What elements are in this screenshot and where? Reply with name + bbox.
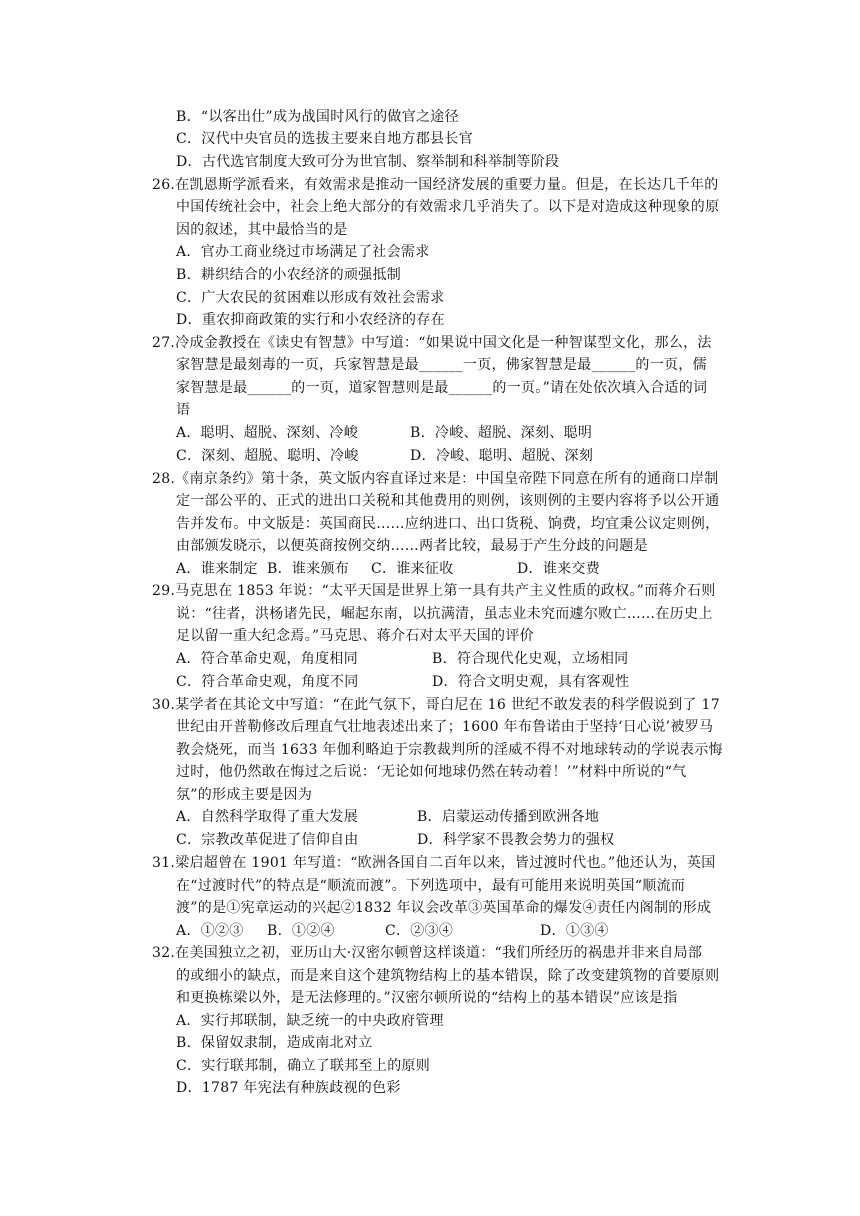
option-d: D．谁来交费: [517, 561, 601, 577]
question-stem-line: 的或细小的缺点，而是来自这个建筑物结构上的基本错误，除了改变建筑物的首要原则: [176, 968, 720, 984]
question-stem-line: 26.在凯恩斯学派看来，有效需求是推动一国经济发展的重要力量。但是，在长达几千年的: [152, 177, 719, 193]
question-stem-line: 在“过渡时代”的特点是“顺流而渡”。下列选项中，最有可能用来说明英国“顺流而: [176, 878, 686, 894]
option-b: B．耕织结合的小农经济的顽强抵制: [176, 267, 402, 283]
question-stem-line: 27.冷成金教授在《读史有智慧》中写道：“如果说中国文化是一种智谋型文化，那么，法: [152, 335, 712, 351]
option-d: D．冷峻、聪明、超脱、深刻: [410, 448, 594, 464]
question-stem-line: 31.梁启超曾在 1901 年写道：“欧洲各国自二百年以来，皆过渡时代也。”他还认为，英国: [152, 855, 716, 871]
question-stem-line: 渡”的是①宪章运动的兴起②1832 年议会改革③英国革命的爆发④责任内阁制的形成: [176, 900, 712, 916]
question-stem-line: 28.《南京条约》第十条，英文版内容直译过来是：中国皇帝陛下同意在所有的通商口岸制: [152, 471, 719, 487]
question-stem-line: 世纪由开普勒修改后理直气壮地表述出来了；1600 年布鲁诺由于坚持‘日心说’被罗马: [176, 719, 714, 735]
option-a: A．自然科学取得了重大发展: [176, 809, 359, 825]
option-b: B．谁来颁布: [267, 561, 350, 577]
option-b: B．冷峻、超脱、深刻、聪明: [410, 425, 593, 441]
question-stem-line: 足以留一重大纪念焉。”马克思、蒋介石对太平天国的评价: [176, 628, 534, 644]
option-c: C．谁来征收: [371, 561, 454, 577]
option-b: B．保留奴隶制，造成南北对立: [176, 1035, 373, 1051]
option-a: A．实行邦联制，缺乏统一的中央政府管理: [176, 1013, 444, 1029]
question-stem-line: 家智慧是最刻毒的一页，兵家智慧是最______一页，佛家智慧是最______的一页，儒: [176, 357, 707, 373]
option-b: B．启蒙运动传播到欧洲各地: [417, 809, 600, 825]
question-stem-line: 定一部公平的、正式的进出口关税和其他费用的则例，该则例的主要内容将予以公开通: [176, 493, 720, 509]
option-b: B．①②④: [267, 923, 335, 939]
option-d: D．符合文明史观，具有客观性: [432, 674, 630, 690]
option-a: A．聪明、超脱、深刻、冷峻: [176, 425, 359, 441]
option-a: A．谁来制定: [176, 561, 258, 577]
question-stem-line: 29.马克思在 1853 年说：“太平天国是世界上第一具有共产主义性质的政权。”而蒋介石则: [152, 583, 716, 599]
question-stem-line: 告并发布。中文版是：英国商民……应纳进口、出口货税、饷费，均宜秉公议定则例，: [176, 516, 720, 532]
option-c: C．汉代中央官员的选拔主要来自地方郡县长官: [176, 131, 474, 147]
question-stem-line: 氛”的形成主要是因为: [176, 787, 313, 803]
option-c: C．②③④: [385, 923, 454, 939]
option-a: A．符合革命史观，角度相同: [176, 651, 359, 667]
question-stem-line: 家智慧是最______的一页，道家智慧则是最______的一页。”请在处依次填入合适的词: [176, 380, 708, 396]
option-c: C．深刻、超脱、聪明、冷峻: [176, 448, 359, 464]
option-b: B．“以客出仕”成为战国时风行的做官之途径: [176, 109, 459, 125]
question-stem-line: 过时，他仍然敢在悔过之后说：‘无论如何地球仍然在转动着！’”材料中所说的“气: [176, 764, 687, 780]
question-stem-line: 语: [176, 402, 191, 418]
option-a: A．官办工商业绕过市场满足了社会需求: [176, 244, 430, 260]
question-stem-line: 教会烧死，而当 1633 年伽利略迫于宗教裁判所的淫威不得不对地球转动的学说表示悔: [176, 742, 723, 758]
option-c: C．符合革命史观，角度不同: [176, 674, 359, 690]
option-c: C．广大农民的贫困难以形成有效社会需求: [176, 290, 445, 306]
option-d: D．重农抑商政策的实行和小农经济的存在: [176, 312, 445, 328]
question-stem-line: 中国传统社会中，社会上绝大部分的有效需求几乎消失了。以下是对造成这种现象的原: [176, 199, 720, 215]
question-stem-line: 32.在美国独立之初，亚历山大·汉密尔顿曾这样谈道：“我们所经历的祸患并非来自局部: [152, 945, 703, 961]
option-d: D．①③④: [540, 923, 609, 939]
option-a: A．①②③: [176, 923, 244, 939]
question-stem-line: 30.某学者在其论文中写道：“在此气氛下，哥白尼在 16 世纪不敢发表的科学假说到了 17: [152, 697, 720, 713]
option-b: B．符合现代化史观，立场相同: [432, 651, 629, 667]
option-d: D．科学家不畏教会势力的强权: [417, 832, 615, 848]
question-stem-line: 因的叙述，其中最恰当的是: [176, 222, 348, 238]
option-d: D．1787 年宪法有种族歧视的色彩: [176, 1080, 401, 1096]
option-d: D．古代选官制度大致可分为世官制、察举制和科举制等阶段: [176, 154, 560, 170]
question-stem-line: 和更换栋梁以外，是无法修理的。”汉密尔顿所说的“结构上的基本错误”应该是指: [176, 990, 678, 1006]
question-stem-line: 由部颁发晓示，以便英商按例交纳……两者比较，最易于产生分歧的问题是: [176, 538, 648, 554]
option-c: C．宗教改革促进了信仰自由: [176, 832, 359, 848]
question-stem-line: 说：“往者，洪杨诸先民，崛起东南，以抗满清，虽志业未究而遽尔败亡……在历史上: [176, 606, 713, 622]
option-c: C．实行联邦制，确立了联邦至上的原则: [176, 1058, 431, 1074]
